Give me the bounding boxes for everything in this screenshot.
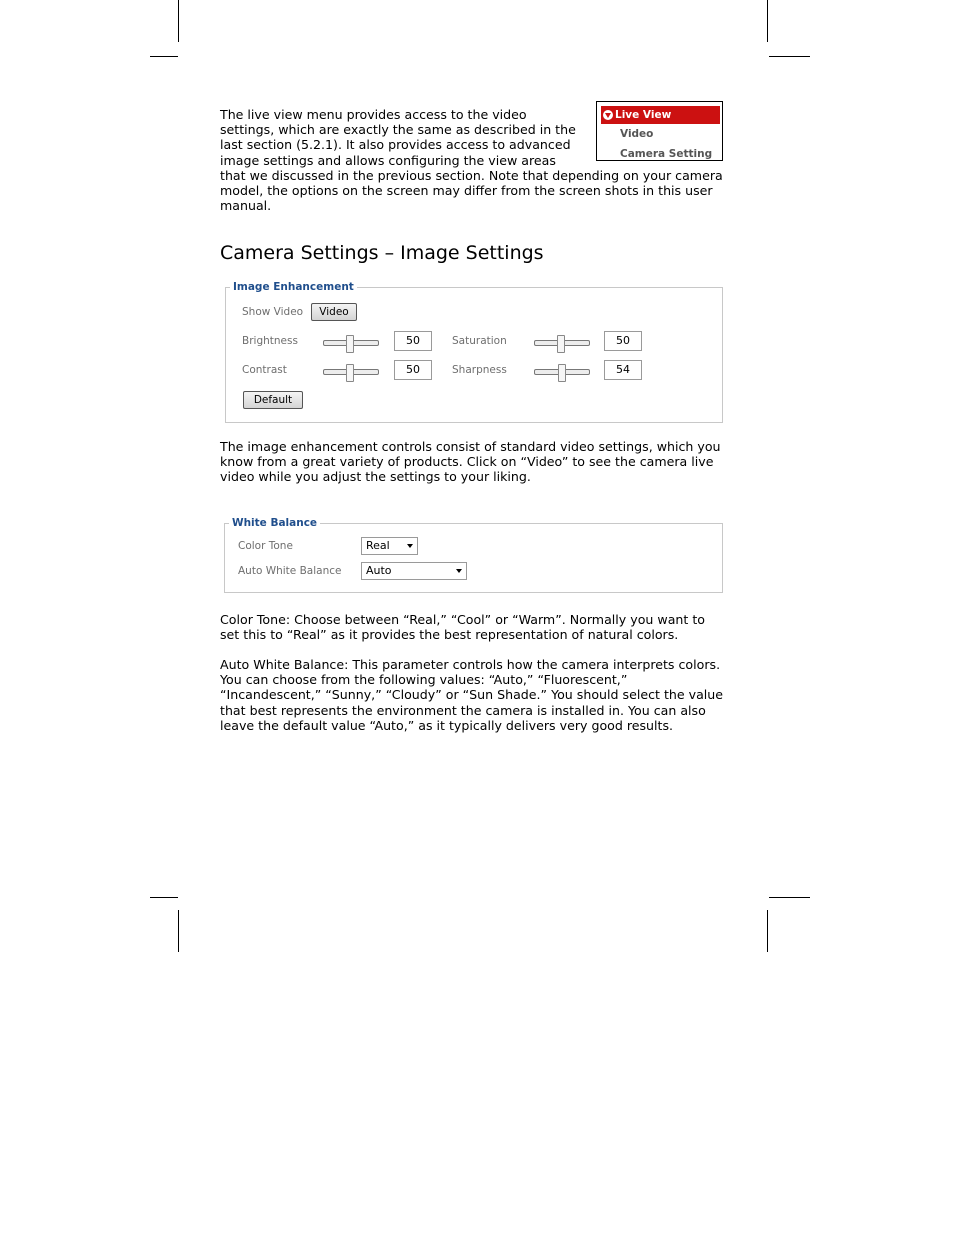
text-line: image settings and allows configuring the view areas (220, 152, 556, 168)
default-button[interactable]: Default (243, 391, 303, 409)
color-tone-paragraph (220, 612, 705, 642)
chevron-down-icon (456, 569, 462, 573)
text-line: Auto White Balance: This parameter controls how the camera interprets colors. (220, 657, 721, 672)
chevron-down-icon (603, 110, 613, 120)
crop-mark (769, 897, 810, 898)
color-tone-value: Real (366, 539, 390, 552)
text-line: You can choose from the following values: “Auto,” “Fluorescent,” (220, 672, 628, 688)
text-line: set this to “Real” as it provides the best representation of natural colors. (220, 627, 679, 643)
sharpness-value[interactable]: 54 (604, 360, 642, 380)
text-line: that we discussed in the previous section. Note that depending on your camera (220, 167, 723, 183)
text-line: The live view menu provides access to the video (220, 107, 527, 122)
brightness-slider[interactable] (323, 335, 379, 359)
image-enhancement-legend: Image Enhancement (230, 281, 357, 293)
sharpness-label: Sharpness (452, 364, 507, 376)
auto-white-balance-label: Auto White Balance (238, 565, 342, 577)
white-balance-legend: White Balance (229, 517, 320, 529)
crop-mark (178, 910, 179, 952)
text-line: manual. (220, 198, 272, 214)
saturation-slider[interactable] (534, 335, 590, 359)
crop-mark (767, 0, 768, 42)
text-line: The image enhancement controls consist of standard video settings, which you (220, 439, 721, 454)
white-balance-panel (224, 523, 723, 593)
video-button[interactable]: Video (311, 303, 357, 321)
enhancement-paragraph (220, 439, 721, 485)
text-line: last section (5.2.1). It also provides access to advanced (220, 137, 571, 153)
menu-item-video[interactable]: Video (620, 128, 654, 140)
text-line: leave the default value “Auto,” as it typically delivers very good results. (220, 717, 674, 733)
crop-mark (150, 897, 178, 898)
slider-thumb[interactable] (558, 364, 566, 382)
text-line: know from a great variety of products. Click on “Video” to see the camera live (220, 454, 714, 470)
color-tone-label: Color Tone (238, 540, 293, 552)
auto-white-balance-paragraph (220, 657, 723, 733)
live-view-menu (596, 101, 723, 161)
saturation-value[interactable]: 50 (604, 331, 642, 351)
text-line: that best represents the environment the camera is installed in. You can also (220, 702, 706, 718)
text-line: Color Tone: Choose between “Real,” “Cool” or “Warm”. Normally you want to (220, 612, 705, 627)
contrast-value[interactable]: 50 (394, 360, 432, 380)
contrast-slider[interactable] (323, 364, 379, 388)
auto-white-balance-select[interactable] (361, 562, 467, 580)
text-line: video while you adjust the settings to your liking. (220, 469, 531, 485)
sharpness-slider[interactable] (534, 364, 590, 388)
color-tone-select[interactable] (361, 537, 418, 555)
show-video-label: Show Video (242, 306, 304, 318)
crop-mark (150, 56, 178, 57)
contrast-label: Contrast (242, 364, 287, 376)
crop-mark (767, 910, 768, 952)
text-line: model, the options on the screen may differ from the screen shots in this user (220, 183, 713, 199)
section-heading: Camera Settings – Image Settings (220, 242, 544, 264)
text-line: “Incandescent,” “Sunny,” “Cloudy” or “Sun Shade.” You should select the value (220, 687, 724, 703)
slider-thumb[interactable] (557, 335, 565, 353)
brightness-label: Brightness (242, 335, 298, 347)
menu-header-label: Live View (615, 109, 672, 121)
saturation-label: Saturation (452, 335, 507, 347)
auto-white-balance-value: Auto (366, 564, 392, 577)
crop-mark (769, 56, 810, 57)
chevron-down-icon (407, 544, 413, 548)
slider-thumb[interactable] (346, 364, 354, 382)
menu-header-live-view[interactable] (601, 106, 720, 124)
slider-thumb[interactable] (346, 335, 354, 353)
crop-mark (178, 0, 179, 42)
text-line: settings, which are exactly the same as described in the (220, 122, 576, 138)
brightness-value[interactable]: 50 (394, 331, 432, 351)
menu-item-camera-setting[interactable]: Camera Setting (620, 148, 713, 160)
